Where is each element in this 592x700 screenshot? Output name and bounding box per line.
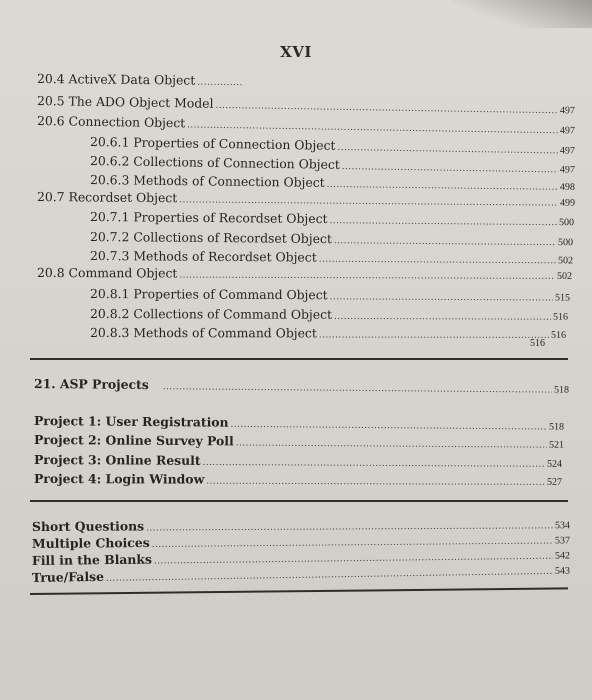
toc-label: Fill in the Blanks <box>31 551 153 568</box>
leader-dots <box>197 78 243 88</box>
leader-dots <box>231 420 547 433</box>
toc-entry-20-4 <box>37 71 245 91</box>
toc-entry-project-2 <box>34 432 564 454</box>
toc-entry-project-3 <box>34 452 562 473</box>
toc-page: 516 <box>550 329 567 341</box>
toc-label: 20.7.2 Collections of Recordset Object <box>89 229 332 247</box>
section-divider <box>30 358 568 360</box>
toc-page: 542 <box>554 550 571 562</box>
leader-dots <box>187 120 558 136</box>
toc-page: 534 <box>554 520 571 532</box>
toc-entry-20-8-3 <box>90 325 566 344</box>
toc-page: 521 <box>548 439 565 451</box>
toc-page: 497 <box>559 145 576 157</box>
toc-label: 20.6.3 Methods of Connection Object <box>89 172 325 190</box>
toc-page: 516 <box>530 338 545 349</box>
toc-label: 20.8 Command Object <box>36 265 178 281</box>
toc-label: 20.8.3 Methods of Command Object <box>89 325 317 341</box>
toc-page: 515 <box>554 292 571 304</box>
page-edge-shadow <box>452 0 592 28</box>
toc-entry-20-8-2 <box>90 306 568 326</box>
toc-label: 20.6.1 Properties of Connection Object <box>89 134 336 153</box>
toc-page: 543 <box>554 565 571 577</box>
toc-label: 20.7.1 Properties of Recordset Object <box>89 209 328 227</box>
leader-dots <box>215 101 558 116</box>
leader-dots <box>329 216 557 228</box>
leader-dots <box>319 255 556 267</box>
toc-label: True/False <box>31 568 105 585</box>
leader-dots <box>319 330 549 340</box>
toc-page: 500 <box>557 237 574 249</box>
leader-dots <box>337 143 558 156</box>
toc-label: 20.7 Recordset Object <box>36 189 178 206</box>
toc-label: Project 1: User Registration <box>33 413 229 430</box>
toc-page: 500 <box>558 217 575 229</box>
toc-entry-20-7-1 <box>90 209 574 231</box>
leader-dots <box>206 477 545 488</box>
leader-dots <box>236 438 547 450</box>
toc-page: 516 <box>552 311 569 323</box>
leader-dots <box>106 567 553 584</box>
toc-page: 498 <box>559 181 576 193</box>
section-divider <box>30 587 568 594</box>
leader-dots <box>203 458 545 470</box>
toc-label: Project 3: Online Result <box>33 452 201 468</box>
toc-page: 537 <box>554 535 571 547</box>
toc-label: 20.7.3 Methods of Recordset Object <box>89 248 317 265</box>
toc-label: 21. ASP Projects <box>33 376 149 393</box>
toc-label: 20.6 Connection Object <box>36 113 186 131</box>
toc-page: 497 <box>559 164 576 176</box>
toc-entry-extra-page <box>530 338 566 356</box>
toc-page: 499 <box>559 197 576 209</box>
toc-entry-20-8 <box>37 265 572 285</box>
leader-dots <box>179 270 555 281</box>
leader-dots <box>179 195 558 208</box>
toc-page: 497 <box>559 125 576 137</box>
leader-dots <box>327 180 558 193</box>
toc-entry-project-4 <box>34 471 562 491</box>
toc-entry-20-8-1 <box>90 286 570 307</box>
toc-label: 20.8.1 Properties of Command Object <box>89 286 328 303</box>
toc-page: 502 <box>556 270 573 282</box>
leader-dots <box>163 382 552 395</box>
toc-label: Project 2: Online Survey Poll <box>33 432 234 449</box>
toc-label: 20.5 The ADO Object Model <box>36 93 214 111</box>
page-number: XVI <box>280 43 312 61</box>
toc-page: 502 <box>557 255 574 267</box>
section-divider <box>30 500 568 502</box>
toc-page: 497 <box>559 105 576 117</box>
leader-dots <box>334 236 556 248</box>
toc-entry-chapter-21 <box>34 376 569 399</box>
toc-label: 20.8.2 Collections of Command Object <box>89 306 333 322</box>
toc-label: Multiple Choices <box>31 534 150 551</box>
toc-label: Project 4: Login Window <box>33 471 205 487</box>
toc-label: Short Questions <box>31 518 145 534</box>
toc-page: 524 <box>546 458 563 470</box>
leader-dots <box>330 292 553 303</box>
toc-page: 518 <box>548 421 565 433</box>
leader-dots <box>342 162 558 175</box>
toc-label: 20.4 ActiveX Data Object <box>36 70 196 88</box>
toc-page: 527 <box>546 476 563 488</box>
toc-page: 518 <box>553 384 570 396</box>
leader-dots <box>334 312 551 323</box>
toc-label: 20.6.2 Collections of Connection Object <box>89 153 340 172</box>
